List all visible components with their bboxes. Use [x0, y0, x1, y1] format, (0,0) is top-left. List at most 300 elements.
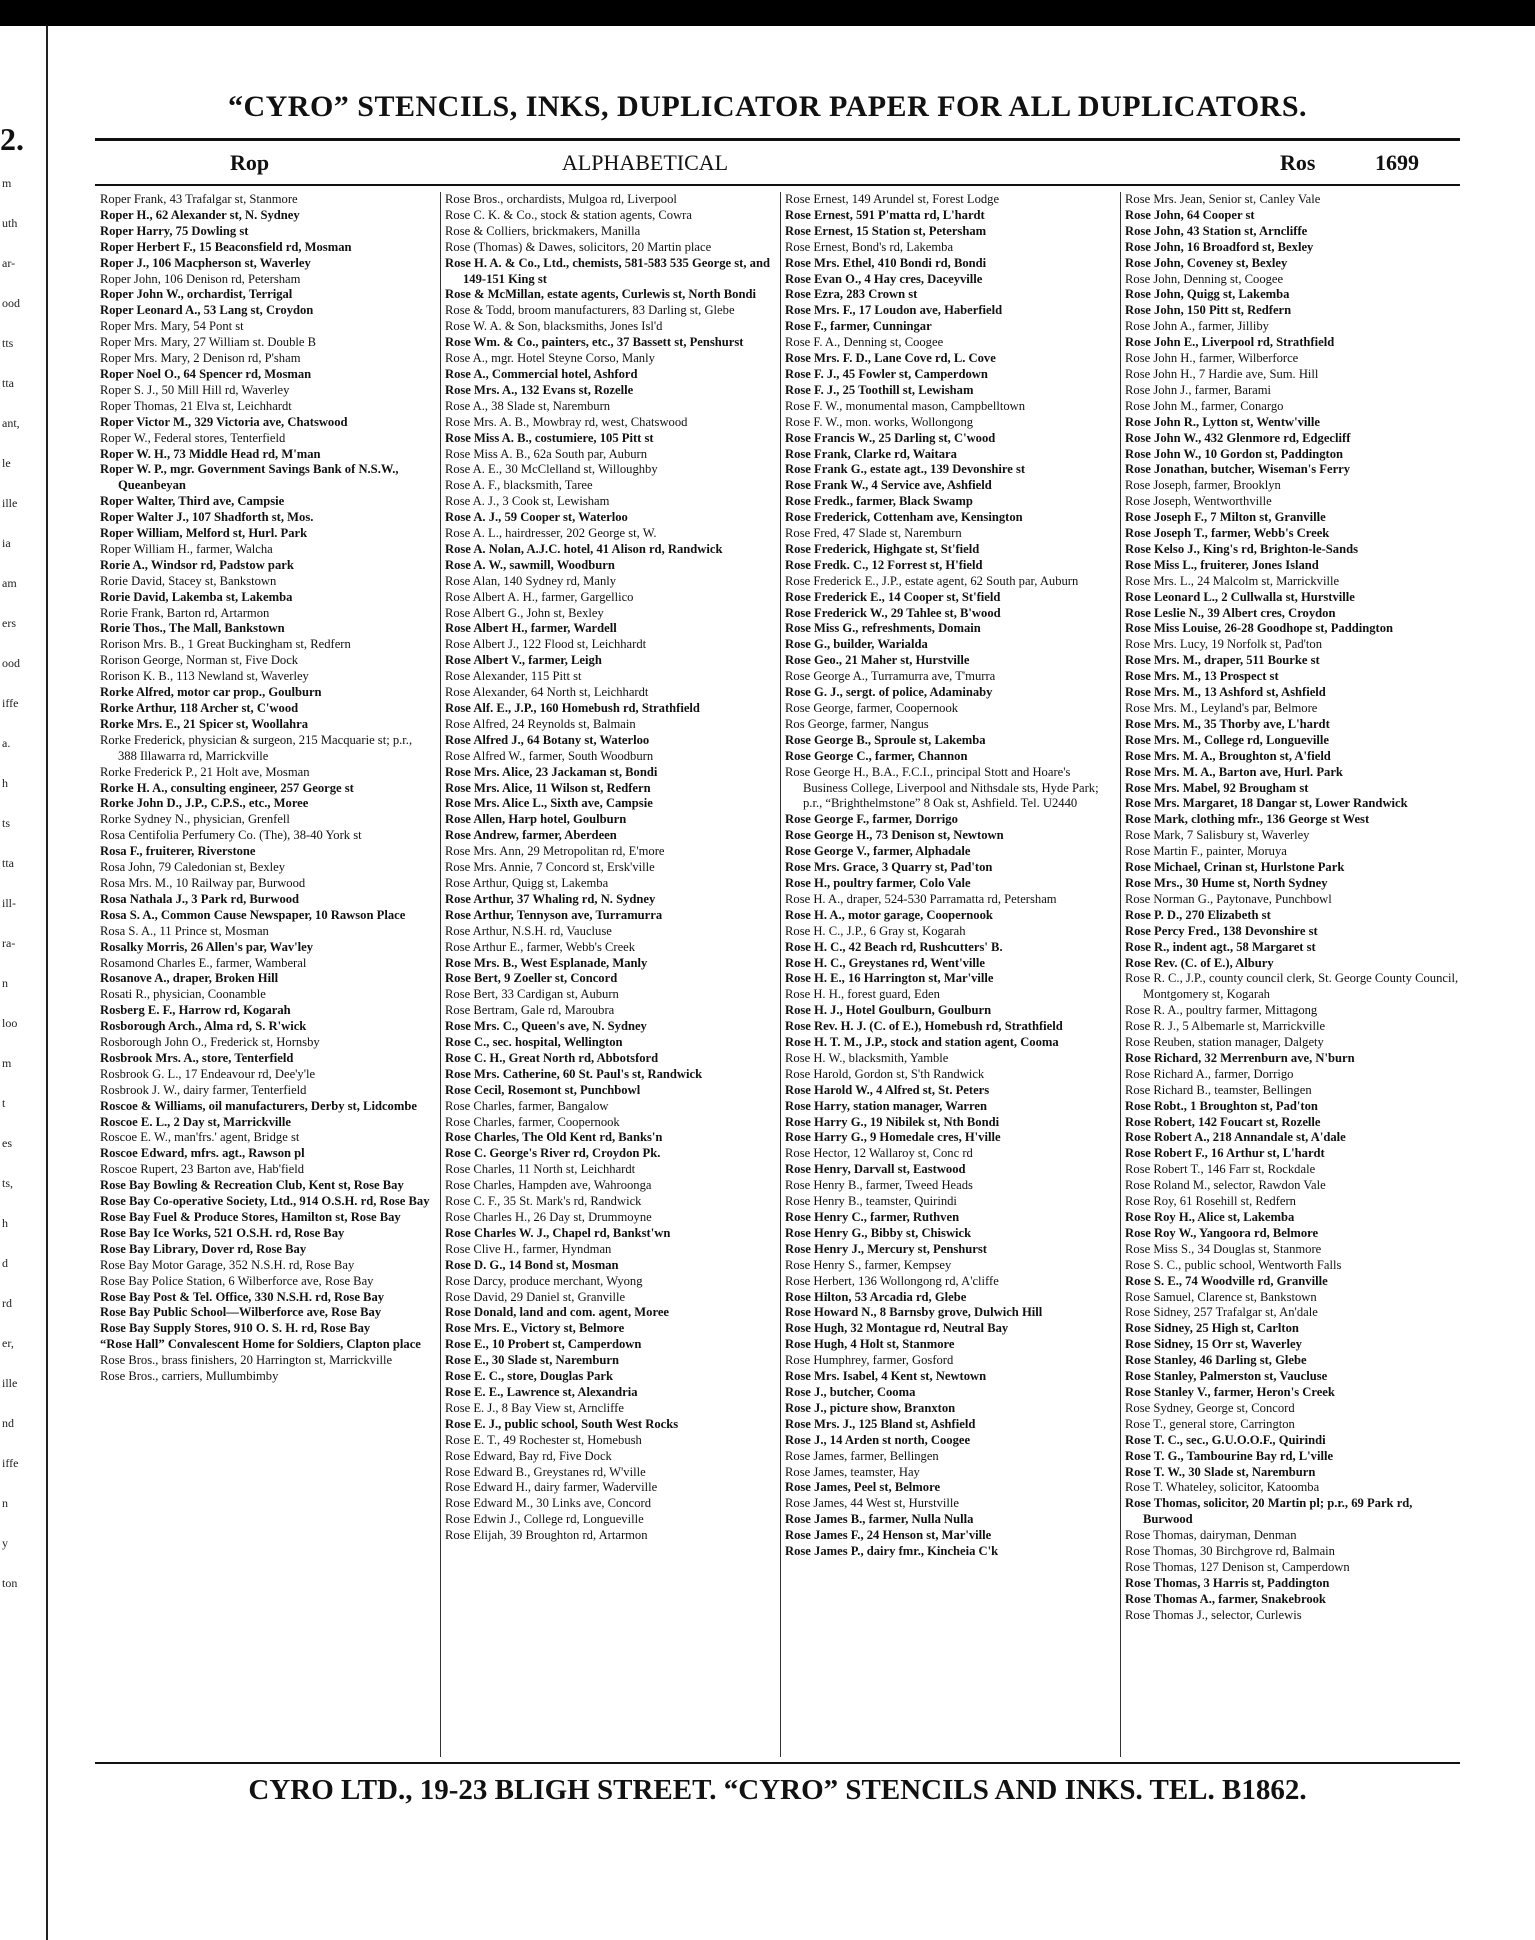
directory-entry: Rose A. W., sawmill, Woodburn — [445, 557, 615, 572]
directory-entry: Roper Thomas, 21 Elva st, Leichhardt — [100, 398, 292, 413]
directory-entry: Roper W., Federal stores, Tenterfield — [100, 430, 286, 445]
directory-entry: Rose Elijah, 39 Broughton rd, Artarmon — [445, 1528, 648, 1543]
directory-entry: Roper Walter, Third ave, Campsie — [100, 494, 285, 509]
directory-entry: Rose John, 16 Broadford st, Bexley — [1125, 239, 1314, 254]
directory-entry: Rose Francis W., 25 Darling st, C'wood — [785, 430, 996, 445]
directory-entry: Rose Humphrey, farmer, Gosford — [785, 1353, 954, 1368]
directory-entry: Roscoe & Williams, oil manufacturers, Derby st, Lidcombe — [100, 1098, 417, 1113]
directory-entry: Rose Harry G., 9 Homedale cres, H'ville — [785, 1130, 1001, 1145]
directory-entry: Rose Albert G., John st, Bexley — [445, 605, 604, 620]
gutter-fragment: loo — [2, 1016, 18, 1030]
directory-entry: Roper Herbert F., 15 Beaconsfield rd, Mosman — [100, 239, 352, 254]
directory-entry: Rose Miss L., fruiterer, Jones Island — [1125, 557, 1319, 572]
gutter-fragment: ers — [2, 616, 16, 630]
directory-entry: Rose Alf. E., J.P., 160 Homebush rd, Strathfield — [445, 701, 700, 715]
header-rule — [95, 184, 1460, 186]
directory-entry: Rose Mrs. Annie, 7 Concord st, Ersk'ville — [445, 860, 655, 875]
directory-entry: Rose A. E., 30 McClelland st, Willoughby — [445, 462, 658, 477]
directory-entry: Rose Robert, 142 Foucart st, Rozelle — [1125, 1114, 1321, 1129]
gutter-fragment: rd — [2, 1296, 12, 1310]
directory-entry: Rose Henry B., teamster, Quirindi — [785, 1194, 957, 1209]
directory-column-2 — [440, 192, 774, 1757]
directory-entry: Rose Miss Louise, 26-28 Goodhope st, Paddington — [1125, 621, 1394, 636]
directory-entry: Rose Mrs. Margaret, 18 Dangar st, Lower Randwick — [1125, 796, 1408, 811]
directory-entry: Rose Sydney, George st, Concord — [1125, 1400, 1295, 1415]
directory-entry: Rose Mrs. Alice, 11 Wilson st, Redfern — [445, 780, 651, 795]
gutter-fragment: nd — [2, 1416, 14, 1430]
directory-entry: Rose Mrs. Alice L., Sixth ave, Campsie — [445, 796, 653, 811]
directory-entry: Rose F. W., monumental mason, Campbelltown — [785, 398, 1026, 413]
directory-entry: Roper Leonard A., 53 Lang st, Croydon — [100, 303, 314, 318]
directory-entry: Rose Mrs. Grace, 3 Quarry st, Pad'ton — [785, 860, 993, 875]
directory-entry: Rose Thomas, dairyman, Denman — [1125, 1528, 1297, 1543]
directory-entry: Roper Walter J., 107 Shadforth st, Mos. — [100, 510, 314, 525]
directory-entry: Rose Hilton, 53 Arcadia rd, Glebe — [785, 1289, 967, 1304]
directory-entry: Rose A. L., hairdresser, 202 George st, W. — [445, 526, 657, 541]
directory-entry: Rose Fredk. C., 12 Forrest st, H'field — [785, 557, 983, 572]
directory-entry: Rose Miss A. B., costumiere, 105 Pitt st — [445, 430, 654, 445]
directory-entry: Roper John W., orchardist, Terrigal — [100, 287, 293, 302]
directory-entry: Rose Robt., 1 Broughton st, Pad'ton — [1125, 1098, 1318, 1113]
gutter-fragment: ra- — [2, 936, 16, 950]
gutter-fragment: es — [2, 1136, 12, 1150]
directory-entry: Rose Robert A., 218 Annandale st, A'dale — [1125, 1130, 1346, 1145]
directory-entry: Rose Arthur, Tennyson ave, Turramurra — [445, 907, 663, 922]
directory-entry: Rose Mrs. Isabel, 4 Kent st, Newtown — [785, 1369, 987, 1384]
directory-entry: Rose H. A., draper, 524-530 Parramatta rd, Petersham — [785, 891, 1057, 906]
directory-entry: Rose Charles W. J., Chapel rd, Bankst'wn — [445, 1225, 671, 1240]
directory-entry: Rose A. J., 3 Cook st, Lewisham — [445, 494, 610, 509]
directory-entry: Rorke Arthur, 118 Archer st, C'wood — [100, 701, 299, 715]
directory-entry: Rose Reuben, station manager, Dalgety — [1125, 1035, 1324, 1050]
directory-entry: Rose Alfred J., 64 Botany st, Waterloo — [445, 732, 650, 747]
directory-entry: Rose Richard, 32 Merrenburn ave, N'burn — [1125, 1050, 1355, 1065]
directory-entry: Rose Frederick W., 29 Tahlee st, B'wood — [785, 605, 1001, 620]
directory-entry: Rose Miss A. B., 62a South par, Auburn — [445, 446, 648, 461]
directory-entry: Rose Ernest, 591 P'matta rd, L'hardt — [785, 207, 985, 222]
directory-entry: Rose J., butcher, Cooma — [785, 1384, 916, 1399]
directory-entry: Rose Rev. H. J. (C. of E.), Homebush rd, Strathfield — [785, 1019, 1063, 1034]
directory-entry: Rorke Frederick, physician & surgeon, 215 Macquarie st; p.r., 388 Illawarra rd, Marrickville — [100, 732, 413, 763]
directory-entry: Roper John, 106 Denison rd, Petersham — [100, 271, 301, 286]
gutter-fragment: ia — [2, 536, 11, 550]
directory-entry: Rose D. G., 14 Bond st, Mosman — [445, 1257, 619, 1272]
gutter-fragment: a. — [2, 736, 11, 750]
directory-entry: Roper W. P., mgr. Government Savings Bank of N.S.W., Queanbeyan — [100, 462, 399, 493]
gutter-fragment: tta — [2, 856, 14, 870]
gutter-fragment: ant, — [2, 416, 20, 430]
directory-entry: Rose James B., farmer, Nulla Nulla — [785, 1512, 974, 1527]
directory-entry: Rose E., 30 Slade st, Naremburn — [445, 1353, 619, 1368]
directory-entry: Roper Mrs. Mary, 54 Pont st — [100, 319, 244, 334]
directory-entry: Rose Bay Supply Stores, 910 O. S. H. rd, Rose Bay — [100, 1321, 371, 1336]
directory-entry: Rose C. H., Great North rd, Abbotsford — [445, 1050, 659, 1065]
directory-entry: Rose H. J., Hotel Goulburn, Goulburn — [785, 1003, 992, 1018]
directory-entry: Rose George A., Turramurra ave, T'murra — [785, 669, 996, 684]
directory-entry: Rose John, 43 Station st, Arncliffe — [1125, 223, 1308, 238]
directory-entry: Rose Frederick, Highgate st, St'field — [785, 541, 980, 556]
directory-entry: Rose T. W., 30 Slade st, Naremburn — [1125, 1464, 1316, 1479]
directory-entry: Rose Mrs. Catherine, 60 St. Paul's st, Randwick — [445, 1066, 703, 1081]
directory-entry: Rose Mrs. F. D., Lane Cove rd, L. Cove — [785, 351, 996, 366]
directory-entry: Rose Bay Bowling & Recreation Club, Kent st, Rose Bay — [100, 1178, 404, 1193]
directory-entry: Rose Darcy, produce merchant, Wyong — [445, 1273, 643, 1288]
directory-entry: Rorke Sydney N., physician, Grenfell — [100, 812, 290, 827]
directory-entry: Rose Bros., carriers, Mullumbimby — [100, 1369, 279, 1384]
directory-entry: Rose Hugh, 32 Montague rd, Neutral Bay — [785, 1321, 1009, 1336]
directory-entry: Rose Thomas, 3 Harris st, Paddington — [1125, 1575, 1330, 1590]
directory-columns — [100, 192, 1460, 1757]
directory-entry: Rose James, teamster, Hay — [785, 1464, 920, 1479]
directory-entry: Rose John, Coveney st, Bexley — [1125, 255, 1288, 270]
directory-entry: Rorison George, Norman st, Five Dock — [100, 653, 299, 668]
directory-entry: Roper W. H., 73 Middle Head rd, M'man — [100, 446, 321, 461]
directory-entry: Rose H. W., blacksmith, Yamble — [785, 1050, 949, 1065]
directory-entry: Rose Charles H., 26 Day st, Drummoyne — [445, 1210, 652, 1224]
directory-entry: Rose Percy Fred., 138 Devonshire st — [1125, 923, 1318, 938]
directory-entry: Rose George C., farmer, Channon — [785, 748, 968, 763]
directory-entry: Rose Thomas, 127 Denison st, Camperdown — [1125, 1559, 1350, 1574]
directory-entry: Rose Roy, 61 Rosehill st, Redfern — [1125, 1194, 1296, 1209]
directory-entry: Rose Stanley, 46 Darling st, Glebe — [1125, 1353, 1307, 1368]
directory-entry: Rose James F., 24 Henson st, Mar'ville — [785, 1528, 992, 1543]
directory-entry: Rose James, Peel st, Belmore — [785, 1480, 941, 1495]
previous-page-number: 2. — [0, 121, 24, 157]
directory-entry: Rose Thomas J., selector, Curlewis — [1125, 1607, 1302, 1622]
directory-entry: Rose A., Commercial hotel, Ashford — [445, 366, 638, 381]
scan-top-border — [0, 0, 1535, 26]
directory-entry: Rose Mrs. Alice, 23 Jackaman st, Bondi — [445, 764, 658, 779]
directory-entry: Rose R. J., 5 Albemarle st, Marrickville — [1125, 1019, 1326, 1034]
directory-entry: Rose Miss S., 34 Douglas st, Stanmore — [1125, 1241, 1322, 1256]
gutter-fragment: er, — [2, 1336, 14, 1350]
directory-entry: Rose H. H., forest guard, Eden — [785, 987, 940, 1002]
directory-entry: Rose Mrs. A. B., Mowbray rd, west, Chatswood — [445, 414, 688, 429]
directory-entry: Rose Fred, 47 Slade st, Naremburn — [785, 526, 962, 541]
directory-entry: Rose Albert A. H., farmer, Gargellico — [445, 589, 634, 604]
directory-entry: Roper J., 106 Macpherson st, Waverley — [100, 255, 311, 270]
directory-entry: Rose Alexander, 115 Pitt st — [445, 669, 582, 684]
directory-entry: Rose T. Whateley, solicitor, Katoomba — [1125, 1480, 1320, 1495]
directory-entry: Rose Edward B., Greystanes rd, W'ville — [445, 1464, 646, 1479]
directory-entry: Rosanove A., draper, Broken Hill — [100, 971, 279, 986]
directory-entry: Rose Henry C., farmer, Ruthven — [785, 1210, 960, 1224]
gutter-fragment: ts — [2, 816, 11, 830]
advertising-banner-bottom: CYRO LTD., 19-23 BLIGH STREET. “CYRO” STENCILS AND INKS. TEL. B1862. — [248, 1774, 1307, 1806]
directory-entry: Rose Mrs. Ann, 29 Metropolitan rd, E'more — [445, 844, 665, 859]
directory-entry: Rose Henry S., farmer, Kempsey — [785, 1257, 952, 1272]
directory-entry: Rose A. J., 59 Cooper st, Waterloo — [445, 510, 628, 525]
directory-entry: Rose A. F., blacksmith, Taree — [445, 478, 593, 493]
directory-entry: Rose Bay Public School—Wilberforce ave, Rose Bay — [100, 1305, 382, 1320]
directory-entry: Rose Bertram, Gale rd, Maroubra — [445, 1003, 615, 1018]
directory-entry: Rose Albert J., 122 Flood st, Leichhardt — [445, 637, 647, 652]
directory-entry: Rose Alfred W., farmer, South Woodburn — [445, 748, 654, 763]
directory-entry: Rose Samuel, Clarence st, Bankstown — [1125, 1289, 1317, 1304]
directory-entry: Rose Mrs. M. A., Broughton st, A'field — [1125, 748, 1331, 763]
directory-entry: Rorie A., Windsor rd, Padstow park — [100, 557, 294, 572]
directory-entry: Rose Mrs., 30 Hume st, North Sydney — [1125, 875, 1328, 890]
directory-entry: “Rose Hall” Convalescent Home for Soldiers, Clapton place — [100, 1337, 421, 1352]
directory-entry: Rose Mrs. M. A., Barton ave, Hurl. Park — [1125, 764, 1343, 779]
directory-entry: Rose Edward M., 30 Links ave, Concord — [445, 1496, 652, 1511]
directory-entry: Rose James P., dairy fmr., Kincheia C'k — [785, 1544, 999, 1559]
gutter-fragment: ille — [2, 496, 18, 510]
directory-entry: Rose Mrs. J., 125 Bland st, Ashfield — [785, 1416, 976, 1431]
directory-entry: Rose Wm. & Co., painters, etc., 37 Bassett st, Penshurst — [445, 335, 744, 350]
directory-entry: Rose Mark, clothing mfr., 136 George st West — [1125, 812, 1370, 827]
directory-entry: Rose Alfred, 24 Reynolds st, Balmain — [445, 716, 636, 731]
directory-entry: Rose Arthur, 37 Whaling rd, N. Sydney — [445, 891, 656, 906]
directory-entry: Rose & Todd, broom manufacturers, 83 Darling st, Glebe — [445, 303, 735, 318]
directory-entry: Rose Mrs. M., College rd, Longueville — [1125, 732, 1329, 747]
directory-entry: Rose Mrs. C., Queen's ave, N. Sydney — [445, 1019, 647, 1034]
directory-entry: Rose Clive H., farmer, Hyndman — [445, 1241, 612, 1256]
directory-entry: Rose Sidney, 257 Trafalgar st, An'dale — [1125, 1305, 1318, 1320]
directory-entry: Rosbrook Mrs. A., store, Tenterfield — [100, 1050, 294, 1065]
directory-entry: Rose Thomas A., farmer, Snakebrook — [1125, 1591, 1326, 1606]
directory-entry: Rose Mrs. M., 35 Thorby ave, L'hardt — [1125, 716, 1330, 731]
directory-entry: Rose Henry G., Bibby st, Chiswick — [785, 1225, 972, 1240]
directory-entry: Rose Norman G., Paytonave, Punchbowl — [1125, 891, 1332, 906]
previous-page-gutter — [0, 26, 48, 1940]
running-head-right: Ros — [1280, 150, 1316, 175]
directory-entry: Rose & McMillan, estate agents, Curlewis st, North Bondi — [445, 287, 756, 302]
directory-entry: Roper Mrs. Mary, 27 William st. Double B — [100, 335, 317, 350]
directory-entry: Rose George H., B.A., F.C.I., principal Stott and Hoare's Business College, Liverpool and Nithsdale sts, Hyde Park; p.r., “Brighthelmstone” 8 Oak st, Ashfield. Tel. U2440 — [785, 764, 1099, 811]
directory-entry: Rose Bay Motor Garage, 352 N.S.H. rd, Rose Bay — [100, 1257, 355, 1272]
directory-entry: Rosbrook J. W., dairy farmer, Tenterfield — [100, 1082, 307, 1097]
directory-entry: Rose John, 150 Pitt st, Redfern — [1125, 303, 1292, 318]
directory-entry: Roper Mrs. Mary, 2 Denison rd, P'sham — [100, 351, 301, 366]
directory-entry: Rose James, farmer, Bellingen — [785, 1448, 939, 1463]
directory-entry: Rose Charles, The Old Kent rd, Banks'n — [445, 1130, 663, 1145]
directory-entry: Rosamond Charles E., farmer, Wamberal — [100, 955, 307, 970]
directory-entry: Roper S. J., 50 Mill Hill rd, Waverley — [100, 382, 290, 397]
directory-entry: Rose H. E., 16 Harrington st, Mar'ville — [785, 971, 994, 986]
directory-entry: Rosberg E. F., Harrow rd, Kogarah — [100, 1003, 291, 1018]
directory-entry: Roper William, Melford st, Hurl. Park — [100, 526, 308, 541]
directory-entry: Rose T. C., sec., G.U.O.O.F., Quirindi — [1125, 1432, 1326, 1447]
directory-entry: Rose Roy H., Alice st, Lakemba — [1125, 1210, 1295, 1224]
directory-entry: Rose Michael, Crinan st, Hurlstone Park — [1125, 860, 1345, 875]
directory-entry: Rose C., sec. hospital, Wellington — [445, 1035, 623, 1050]
directory-entry: Rose Henry J., Mercury st, Penshurst — [785, 1241, 987, 1256]
running-head-title: ALPHABETICAL — [561, 150, 729, 175]
directory-entry: Rose J., 14 Arden st north, Coogee — [785, 1432, 971, 1447]
directory-entry: Rose Roland M., selector, Rawdon Vale — [1125, 1178, 1326, 1193]
directory-entry: Roper Harry, 75 Dowling st — [100, 223, 249, 238]
directory-entry: Roscoe E. L., 2 Day st, Marrickville — [100, 1114, 291, 1129]
directory-entry: Rose Mrs. A., 132 Evans st, Rozelle — [445, 382, 634, 397]
directory-entry: Rosa John, 79 Caledonian st, Bexley — [100, 860, 286, 875]
directory-entry: Rose Thomas, 30 Birchgrove rd, Balmain — [1125, 1544, 1335, 1559]
directory-entry: Roscoe Rupert, 23 Barton ave, Hab'field — [100, 1162, 305, 1177]
directory-entry: Rose F. W., mon. works, Wollongong — [785, 414, 974, 429]
gutter-fragment: ille — [2, 1376, 18, 1390]
gutter-fragment: h — [2, 1216, 8, 1230]
directory-entry: Rose P. D., 270 Elizabeth st — [1125, 907, 1271, 922]
top-rule — [95, 138, 1460, 141]
directory-entry: Rose Edward, Bay rd, Five Dock — [445, 1448, 612, 1463]
directory-entry: Rose Howard N., 8 Barnsby grove, Dulwich Hill — [785, 1305, 1043, 1320]
directory-entry: Rose David, 29 Daniel st, Granville — [445, 1289, 626, 1304]
directory-entry: Rosborough Arch., Alma rd, S. R'wick — [100, 1019, 307, 1034]
directory-entry: Rose Charles, farmer, Coopernook — [445, 1114, 620, 1129]
directory-entry: Rose Hector, 12 Wallaroy st, Conc rd — [785, 1146, 973, 1161]
directory-entry: Rose Alan, 140 Sydney rd, Manly — [445, 573, 617, 588]
directory-entry: Rose Herbert, 136 Wollongong rd, A'cliffe — [785, 1273, 999, 1288]
directory-entry: Rorke Alfred, motor car prop., Goulburn — [100, 685, 322, 700]
directory-entry: Rose F. J., 25 Toothill st, Lewisham — [785, 382, 974, 397]
directory-entry: Rose R. A., poultry farmer, Mittagong — [1125, 1003, 1318, 1018]
directory-entry: Rose John J., farmer, Barami — [1125, 382, 1272, 397]
directory-entry: Rose Miss G., refreshments, Domain — [785, 621, 981, 636]
directory-entry: Rose John H., farmer, Wilberforce — [1125, 351, 1299, 366]
directory-entry: Rose Mrs. M., draper, 511 Bourke st — [1125, 653, 1320, 668]
directory-entry: Rose Mrs. B., West Esplanade, Manly — [445, 955, 648, 970]
directory-entry: Rose Richard B., teamster, Bellingen — [1125, 1082, 1312, 1097]
directory-entry: Rose W. A. & Son, blacksmiths, Jones Isl'd — [445, 319, 663, 334]
directory-entry: Rorie David, Lakemba st, Lakemba — [100, 589, 293, 604]
directory-entry: Rose Richard A., farmer, Dorrigo — [1125, 1066, 1294, 1081]
directory-entry: Rose Arthur, N.S.H. rd, Vaucluse — [445, 923, 612, 938]
directory-entry: Rose T., general store, Carrington — [1125, 1416, 1295, 1431]
directory-entry: Rose F. J., 45 Fowler st, Camperdown — [785, 366, 988, 381]
directory-entry: Rorison K. B., 113 Newland st, Waverley — [100, 669, 309, 684]
directory-entry: Rose Ernest, 149 Arundel st, Forest Lodge — [785, 192, 1000, 206]
directory-entry: Rose Mrs. E., Victory st, Belmore — [445, 1321, 625, 1336]
directory-entry: Rose A., 38 Slade st, Naremburn — [445, 398, 611, 413]
directory-entry: Rose Bros., orchardists, Mulgoa rd, Liverpool — [445, 192, 677, 206]
directory-entry: Rose J., picture show, Branxton — [785, 1400, 956, 1415]
directory-entry: Rose John R., Lytton st, Wentw'ville — [1125, 414, 1320, 429]
gutter-fragment: ar- — [2, 256, 16, 270]
gutter-fragment: m — [2, 176, 12, 190]
directory-entry: Rose Sidney, 25 High st, Carlton — [1125, 1321, 1299, 1336]
directory-entry: Rosa F., fruiterer, Riverstone — [100, 844, 256, 859]
directory-entry: Rose Cecil, Rosemont st, Punchbowl — [445, 1082, 641, 1097]
directory-entry: Rose Leonard L., 2 Cullwalla st, Hurstville — [1125, 589, 1355, 604]
directory-entry: Rose H. C., Greystanes rd, Went'ville — [785, 955, 985, 970]
directory-entry: Rose Mrs. M., 13 Ashford st, Ashfield — [1125, 685, 1326, 700]
directory-entry: Rose Henry B., farmer, Tweed Heads — [785, 1178, 973, 1193]
gutter-fragment: y — [2, 1536, 8, 1550]
directory-entry: Rorie David, Stacey st, Bankstown — [100, 573, 277, 588]
directory-entry: Rose Harold, Gordon st, S'th Randwick — [785, 1066, 985, 1081]
directory-entry: Rosborough John O., Frederick st, Hornsby — [100, 1035, 320, 1050]
directory-entry: Rose Ezra, 283 Crown st — [785, 287, 918, 302]
gutter-fragment: ts, — [2, 1176, 14, 1190]
bottom-rule — [95, 1762, 1460, 1764]
directory-entry: Rorke H. A., consulting engineer, 257 George st — [100, 780, 354, 795]
directory-entry: Rosa Mrs. M., 10 Railway par, Burwood — [100, 875, 306, 890]
gutter-fragment: n — [2, 1496, 8, 1510]
directory-entry: Rose John, 64 Cooper st — [1125, 207, 1255, 222]
gutter-fragment: ton — [2, 1576, 18, 1590]
directory-entry: Rose E. E., Lawrence st, Alexandria — [445, 1384, 638, 1399]
directory-entry: Rose Joseph, farmer, Brooklyn — [1125, 478, 1281, 493]
directory-entry: Rose Andrew, farmer, Aberdeen — [445, 828, 617, 843]
directory-entry: Roper William H., farmer, Walcha — [100, 541, 273, 556]
gutter-fragment: am — [2, 576, 17, 590]
directory-entry: Rose Albert V., farmer, Leigh — [445, 653, 602, 668]
directory-entry: Rose Bay Post & Tel. Office, 330 N.S.H. rd, Rose Bay — [100, 1289, 385, 1304]
directory-entry: Rose E., 10 Probert st, Camperdown — [445, 1337, 642, 1352]
directory-entry: Rose John, Quigg st, Lakemba — [1125, 287, 1290, 302]
directory-entry: Rosalky Morris, 26 Allen's par, Wav'ley — [100, 939, 314, 954]
directory-entry: Rose Frederick E., 14 Cooper st, St'field — [785, 589, 1001, 604]
directory-entry: Rose Evan O., 4 Hay cres, Daceyville — [785, 271, 983, 286]
directory-entry: Rose Robert F., 16 Arthur st, L'hardt — [1125, 1146, 1325, 1161]
directory-entry: Rose Mark, 7 Salisbury st, Waverley — [1125, 828, 1310, 843]
directory-entry: Rose G., builder, Warialda — [785, 637, 928, 652]
directory-entry: Rose C. F., 35 St. Mark's rd, Randwick — [445, 1194, 642, 1209]
directory-entry: Rose Harry, station manager, Warren — [785, 1098, 987, 1113]
directory-entry: Rose John W., 10 Gordon st, Paddington — [1125, 446, 1343, 461]
directory-entry: Rose Harry G., 19 Nibilek st, Nth Bondi — [785, 1114, 1000, 1129]
gutter-fragment: tts — [2, 336, 14, 350]
directory-entry: Rose Stanley V., farmer, Heron's Creek — [1125, 1384, 1335, 1399]
directory-entry: Rose H. C., J.P., 6 Gray st, Kogarah — [785, 923, 966, 938]
directory-entry: Rorie Frank, Barton rd, Artarmon — [100, 605, 270, 620]
directory-entry: Rose George V., farmer, Alphadale — [785, 844, 971, 859]
directory-entry: Rorke John D., J.P., C.P.S., etc., Moree — [100, 796, 309, 811]
directory-entry: Rose John H., 7 Hardie ave, Sum. Hill — [1125, 366, 1319, 381]
directory-entry: Rose Mrs. F., 17 Loudon ave, Haberfield — [785, 303, 1003, 318]
directory-entry: Rose S. C., public school, Wentworth Falls — [1125, 1257, 1342, 1272]
directory-entry: Rose H. T. M., J.P., stock and station agent, Cooma — [785, 1035, 1059, 1050]
directory-entry: Rosa Nathala J., 3 Park rd, Burwood — [100, 891, 300, 906]
directory-entry: Rose Roy W., Yangoora rd, Belmore — [1125, 1225, 1319, 1240]
directory-entry: Rose Frederick E., J.P., estate agent, 62 South par, Auburn — [785, 573, 1079, 588]
directory-entry: Rose T. G., Tambourine Bay rd, L'ville — [1125, 1448, 1334, 1463]
directory-entry: Rose Kelso J., King's rd, Brighton-le-Sands — [1125, 541, 1359, 556]
directory-entry: Ros George, farmer, Nangus — [785, 716, 929, 731]
directory-entry: Rose Leslie N., 39 Albert cres, Croydon — [1125, 605, 1336, 620]
directory-entry: Rose Bay Fuel & Produce Stores, Hamilton st, Rose Bay — [100, 1210, 401, 1224]
directory-entry: Rose C. K. & Co., stock & station agents, Cowra — [445, 207, 692, 222]
directory-entry: Roper Frank, 43 Trafalgar st, Stanmore — [100, 192, 298, 206]
directory-entry: Rose Rev. (C. of E.), Albury — [1125, 955, 1274, 970]
directory-entry: Rose Joseph, Wentworthville — [1125, 494, 1272, 509]
directory-entry: Rorke Frederick P., 21 Holt ave, Mosman — [100, 764, 310, 779]
directory-entry: Rose George B., Sproule st, Lakemba — [785, 732, 986, 747]
directory-entry: Rose Bert, 9 Zoeller st, Concord — [445, 971, 618, 986]
directory-entry: Rose John A., farmer, Jilliby — [1125, 319, 1269, 334]
directory-entry: Rose Edward H., dairy farmer, Waderville — [445, 1480, 658, 1495]
directory-column-4 — [1120, 192, 1461, 1757]
directory-entry: Rose Albert H., farmer, Wardell — [445, 621, 617, 636]
directory-entry: Rose Arthur E., farmer, Webb's Creek — [445, 939, 636, 954]
running-head-left: Rop — [230, 150, 270, 175]
directory-column-3 — [780, 192, 1114, 1757]
directory-entry: Rose E. T., 49 Rochester st, Homebush — [445, 1432, 642, 1447]
directory-entry: Rosa S. A., 11 Prince st, Mosman — [100, 923, 269, 938]
directory-entry: Rose H. A., motor garage, Coopernook — [785, 907, 993, 922]
directory-entry: Rose Frank, Clarke rd, Waitara — [785, 446, 957, 461]
directory-entry: Rose Bay Police Station, 6 Wilberforce ave, Rose Bay — [100, 1273, 374, 1288]
directory-entry: Rorke Mrs. E., 21 Spicer st, Woollahra — [100, 716, 309, 731]
directory-entry: Rose H. A. & Co., Ltd., chemists, 581-583 535 George st, and 149-151 King st — [445, 255, 770, 286]
directory-entry: Rose George, farmer, Coopernook — [785, 701, 959, 715]
directory-entry: Rose Bay Library, Dover rd, Rose Bay — [100, 1241, 307, 1256]
directory-entry: Rose Mrs. M., 13 Prospect st — [1125, 669, 1279, 684]
directory-entry: Rose Henry, Darvall st, Eastwood — [785, 1162, 966, 1177]
directory-entry: Rose H. C., 42 Beach rd, Rushcutters' B. — [785, 939, 1003, 954]
directory-entry: Rose R. C., J.P., county council clerk, St. George County Council, Montgomery st, Kogarah — [1125, 971, 1459, 1002]
directory-entry: Rose Mrs. Mabel, 92 Brougham st — [1125, 780, 1309, 795]
